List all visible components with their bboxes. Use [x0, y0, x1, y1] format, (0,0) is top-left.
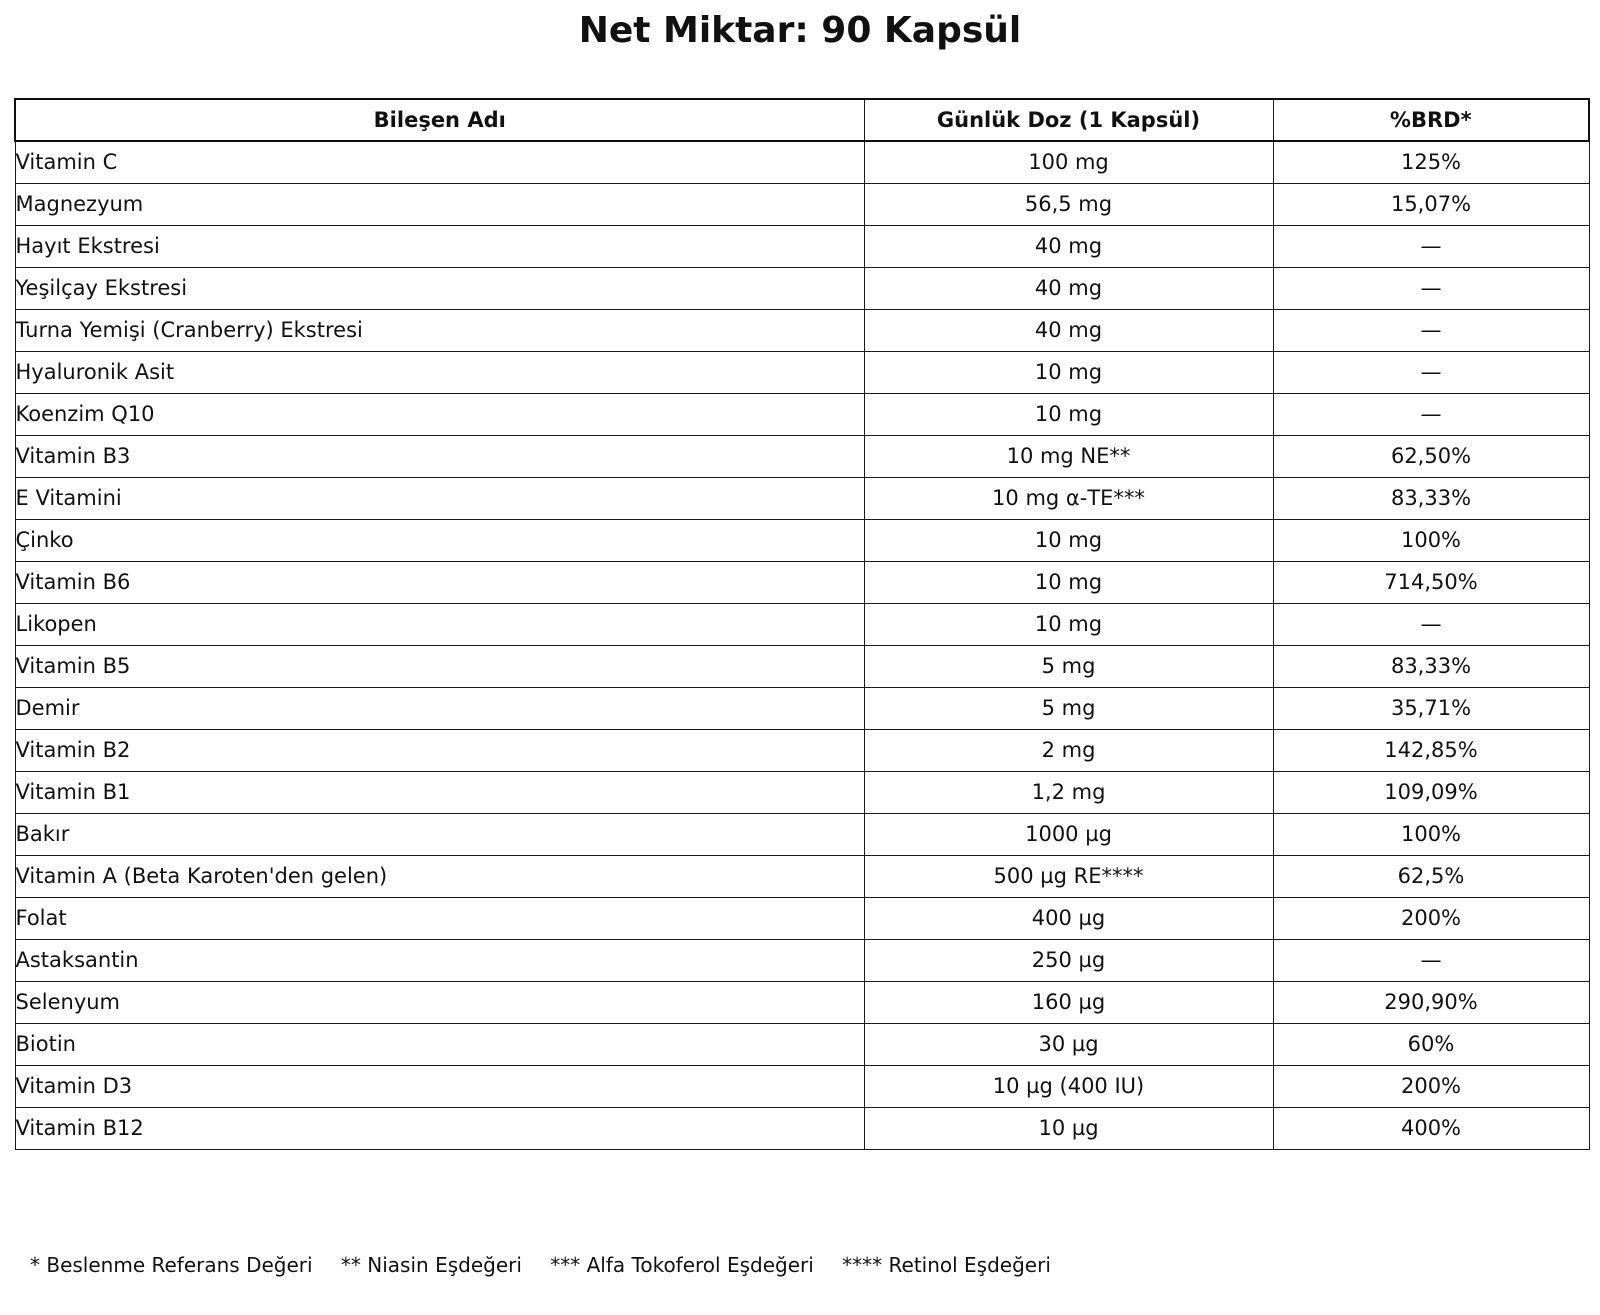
supplement-facts-table — [14, 98, 1590, 1150]
table-row — [15, 351, 1589, 393]
rdv-percent-cell: 125% — [1273, 141, 1589, 183]
ingredient-name-cell: Astaksantin — [15, 939, 864, 981]
table-row — [15, 519, 1589, 561]
rdv-percent-cell: 290,90% — [1273, 981, 1589, 1023]
ingredient-name-cell: Demir — [15, 687, 864, 729]
page-title: Net Miktar: 90 Kapsül — [578, 10, 1022, 51]
daily-dose-cell: 5 mg — [864, 687, 1273, 729]
table-row — [15, 225, 1589, 267]
daily-dose-cell: 10 mg — [864, 603, 1273, 645]
rdv-percent-cell: 62,5% — [1273, 855, 1589, 897]
ingredient-name-cell: Selenyum — [15, 981, 864, 1023]
table-row — [15, 393, 1589, 435]
column-header-rdv: %BRD* — [1273, 99, 1589, 141]
daily-dose-cell: 40 mg — [864, 309, 1273, 351]
table-row — [15, 645, 1589, 687]
rdv-percent-cell: 200% — [1273, 897, 1589, 939]
daily-dose-cell: 10 mg NE** — [864, 435, 1273, 477]
daily-dose-cell: 100 mg — [864, 141, 1273, 183]
daily-dose-cell: 1,2 mg — [864, 771, 1273, 813]
ingredient-name-cell: Bakır — [15, 813, 864, 855]
ingredient-name-cell: Likopen — [15, 603, 864, 645]
ingredient-name-cell: Vitamin B5 — [15, 645, 864, 687]
footnote-rdv: * Beslenme Referans Değeri — [30, 1253, 313, 1277]
ingredient-name-cell: Vitamin B2 — [15, 729, 864, 771]
table-row — [15, 309, 1589, 351]
daily-dose-cell: 30 µg — [864, 1023, 1273, 1065]
table-row — [15, 687, 1589, 729]
daily-dose-cell: 40 mg — [864, 225, 1273, 267]
rdv-percent-cell: 60% — [1273, 1023, 1589, 1065]
daily-dose-cell: 2 mg — [864, 729, 1273, 771]
daily-dose-cell: 1000 µg — [864, 813, 1273, 855]
ingredient-name-cell: Folat — [15, 897, 864, 939]
rdv-percent-cell: 15,07% — [1273, 183, 1589, 225]
table-row — [15, 771, 1589, 813]
ingredient-name-cell: Vitamin B3 — [15, 435, 864, 477]
daily-dose-cell: 10 mg — [864, 561, 1273, 603]
table-row — [15, 141, 1589, 183]
table-row — [15, 267, 1589, 309]
ingredient-name-cell: Çinko — [15, 519, 864, 561]
ingredient-name-cell: Biotin — [15, 1023, 864, 1065]
table-row — [15, 939, 1589, 981]
rdv-percent-cell: 200% — [1273, 1065, 1589, 1107]
rdv-percent-cell: 35,71% — [1273, 687, 1589, 729]
rdv-percent-cell: — — [1273, 225, 1589, 267]
table-row — [15, 183, 1589, 225]
rdv-percent-cell: — — [1273, 267, 1589, 309]
ingredient-name-cell: Vitamin B1 — [15, 771, 864, 813]
table-row — [15, 435, 1589, 477]
ingredient-name-cell: Yeşilçay Ekstresi — [15, 267, 864, 309]
rdv-percent-cell: 109,09% — [1273, 771, 1589, 813]
table-row — [15, 561, 1589, 603]
rdv-percent-cell: 83,33% — [1273, 645, 1589, 687]
ingredient-name-cell: Hayıt Ekstresi — [15, 225, 864, 267]
rdv-percent-cell: — — [1273, 309, 1589, 351]
table-row — [15, 603, 1589, 645]
rdv-percent-cell: 714,50% — [1273, 561, 1589, 603]
rdv-percent-cell: 400% — [1273, 1107, 1589, 1149]
daily-dose-cell: 160 µg — [864, 981, 1273, 1023]
ingredient-name-cell: Vitamin B6 — [15, 561, 864, 603]
column-header-ingredient: Bileşen Adı — [15, 99, 864, 141]
column-header-daily-dose: Günlük Doz (1 Kapsül) — [864, 99, 1273, 141]
footnote-alpha-tocopherol: *** Alfa Tokoferol Eşdeğeri — [550, 1253, 814, 1277]
ingredient-name-cell: Vitamin C — [15, 141, 864, 183]
ingredient-name-cell: Vitamin A (Beta Karoten'den gelen) — [15, 855, 864, 897]
ingredient-name-cell: Vitamin D3 — [15, 1065, 864, 1107]
table-row — [15, 477, 1589, 519]
rdv-percent-cell: 83,33% — [1273, 477, 1589, 519]
daily-dose-cell: 10 mg — [864, 519, 1273, 561]
ingredient-name-cell: Turna Yemişi (Cranberry) Ekstresi — [15, 309, 864, 351]
footnote-retinol: **** Retinol Eşdeğeri — [842, 1253, 1051, 1277]
daily-dose-cell: 250 µg — [864, 939, 1273, 981]
table-header-row — [15, 99, 1589, 141]
table-row — [15, 1065, 1589, 1107]
ingredient-name-cell: E Vitamini — [15, 477, 864, 519]
table-row — [15, 855, 1589, 897]
daily-dose-cell: 400 µg — [864, 897, 1273, 939]
table-row — [15, 729, 1589, 771]
daily-dose-cell: 10 mg — [864, 393, 1273, 435]
table-body — [15, 141, 1589, 1149]
ingredient-name-cell: Hyaluronik Asit — [15, 351, 864, 393]
table-row — [15, 813, 1589, 855]
daily-dose-cell: 10 µg (400 IU) — [864, 1065, 1273, 1107]
daily-dose-cell: 10 mg — [864, 351, 1273, 393]
table-row — [15, 1107, 1589, 1149]
table-row — [15, 897, 1589, 939]
table-row — [15, 981, 1589, 1023]
daily-dose-cell: 500 µg RE**** — [864, 855, 1273, 897]
rdv-percent-cell: 142,85% — [1273, 729, 1589, 771]
daily-dose-cell: 40 mg — [864, 267, 1273, 309]
rdv-percent-cell: — — [1273, 603, 1589, 645]
rdv-percent-cell: — — [1273, 393, 1589, 435]
daily-dose-cell: 10 µg — [864, 1107, 1273, 1149]
ingredient-name-cell: Vitamin B12 — [15, 1107, 864, 1149]
footnote-niacin: ** Niasin Eşdeğeri — [340, 1253, 522, 1277]
rdv-percent-cell: — — [1273, 351, 1589, 393]
rdv-percent-cell: 100% — [1273, 519, 1589, 561]
rdv-percent-cell: — — [1273, 939, 1589, 981]
rdv-percent-cell: 62,50% — [1273, 435, 1589, 477]
daily-dose-cell: 10 mg α-TE*** — [864, 477, 1273, 519]
rdv-percent-cell: 100% — [1273, 813, 1589, 855]
ingredient-name-cell: Koenzim Q10 — [15, 393, 864, 435]
table-row — [15, 1023, 1589, 1065]
footnotes — [30, 1253, 1073, 1277]
daily-dose-cell: 5 mg — [864, 645, 1273, 687]
daily-dose-cell: 56,5 mg — [864, 183, 1273, 225]
ingredient-name-cell: Magnezyum — [15, 183, 864, 225]
